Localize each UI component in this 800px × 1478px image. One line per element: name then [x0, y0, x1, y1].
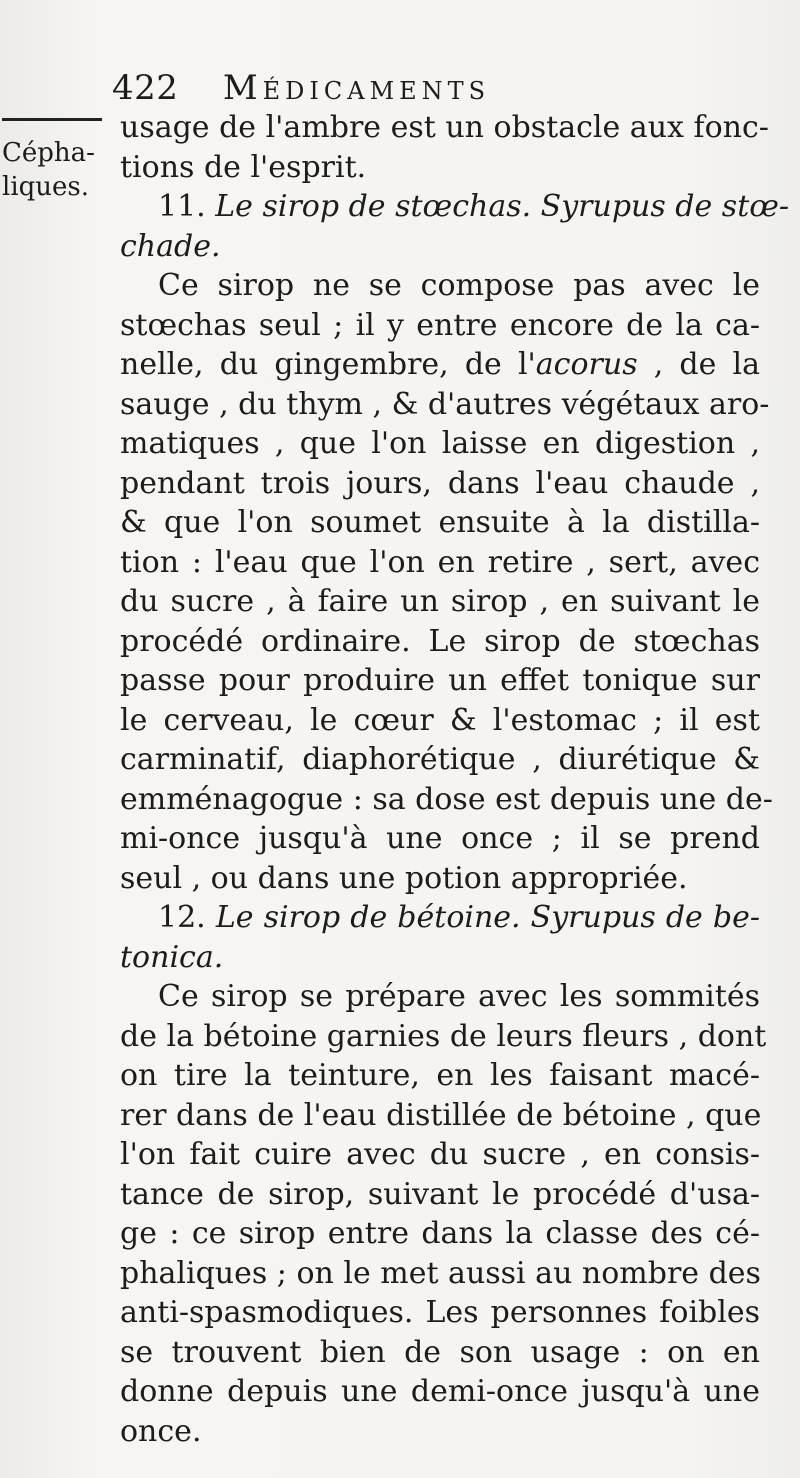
- page-header: [112, 68, 490, 108]
- text-segment: nelle, du gingembre, de l': [120, 347, 536, 382]
- text-line: rer dans de l'eau distillée de bétoine , que: [120, 1097, 762, 1133]
- text-line: stœchas seul ; il y entre encore de la ca-: [120, 307, 760, 343]
- text-line: [120, 227, 760, 267]
- text-line: usage de l'ambre est un obstacle aux fonc-: [120, 110, 769, 145]
- text-line: anti-spasmodiques. Les personnes foibles: [120, 1295, 760, 1330]
- text-line: donne depuis une demi-once jusqu'à une: [120, 1374, 760, 1409]
- text-line: tance de sirop, suivant le procédé d'usa-: [120, 1176, 760, 1212]
- italic-text: Le sirop de bétoine. Syrupus de be-: [215, 900, 760, 935]
- text-segment: , de la: [637, 347, 760, 382]
- text-line: seul , ou dans une potion appropriée.: [120, 860, 688, 896]
- body-text: [120, 108, 790, 1451]
- margin-note-line: Cépha-: [2, 138, 95, 168]
- text-line: se trouvent bien de son usage : on en: [120, 1334, 760, 1370]
- text-segment: 11.: [158, 189, 216, 224]
- page-number: 422: [112, 68, 179, 108]
- text-line: le cerveau, le cœur & l'estomac ; il est: [120, 702, 760, 738]
- text-line: once.: [120, 1413, 202, 1449]
- text-line: emménagogue : sa dose est depuis une de-: [120, 781, 773, 817]
- text-line: mi-once jusqu'à une once ; il se prend: [120, 821, 760, 856]
- margin-note: [2, 136, 102, 204]
- text-line: Ce sirop ne se compose pas avec le: [158, 268, 760, 303]
- text-line: l'on fait cuire avec du sucre , en consis-: [120, 1137, 760, 1172]
- text-line: tion : l'eau que l'on en retire , sert, avec: [120, 544, 760, 580]
- margin-rule: [2, 118, 102, 121]
- text-line: [120, 898, 760, 938]
- text-line: du sucre , à faire un sirop , en suivant le: [120, 584, 760, 619]
- text-line: phaliques ; on le met aussi au nombre des: [120, 1255, 761, 1291]
- text-line: [120, 187, 790, 227]
- margin-note-line: liques.: [2, 172, 90, 202]
- text-line: passe pour produire un effet tonique sur: [120, 663, 760, 698]
- italic-text: acorus: [535, 347, 638, 382]
- text-line: matiques , que l'on laisse en digestion ,: [120, 426, 760, 461]
- text-line: tions de l'esprit.: [120, 149, 367, 185]
- text-line: Ce sirop se prépare avec les sommités: [158, 979, 760, 1014]
- text-line: procédé ordinaire. Le sirop de stœchas: [120, 623, 760, 659]
- text-segment: 12.: [158, 900, 216, 935]
- text-line: ge : ce sirop entre dans la classe des cé-: [120, 1216, 760, 1251]
- text-line: sauge , du thym , & d'autres végétaux aro-: [120, 386, 770, 422]
- text-line: de la bétoine garnies de leurs fleurs , dont: [120, 1018, 767, 1054]
- text-line: pendant trois jours, dans l'eau chaude ,: [120, 465, 760, 501]
- text-line: [120, 345, 760, 385]
- text-line: & que l'on soumet ensuite à la distilla-: [120, 505, 760, 540]
- running-head: Médicaments: [222, 68, 491, 108]
- italic-text: tonica.: [120, 939, 224, 975]
- text-line: on tire la teinture, en les faisant macé-: [120, 1058, 760, 1093]
- text-line: carminatif, diaphorétique , diurétique &: [120, 742, 760, 777]
- text-line: [120, 938, 760, 978]
- italic-text: chade.: [120, 228, 221, 264]
- italic-text: Le sirop de stœchas. Syrupus de stœ-: [215, 189, 790, 224]
